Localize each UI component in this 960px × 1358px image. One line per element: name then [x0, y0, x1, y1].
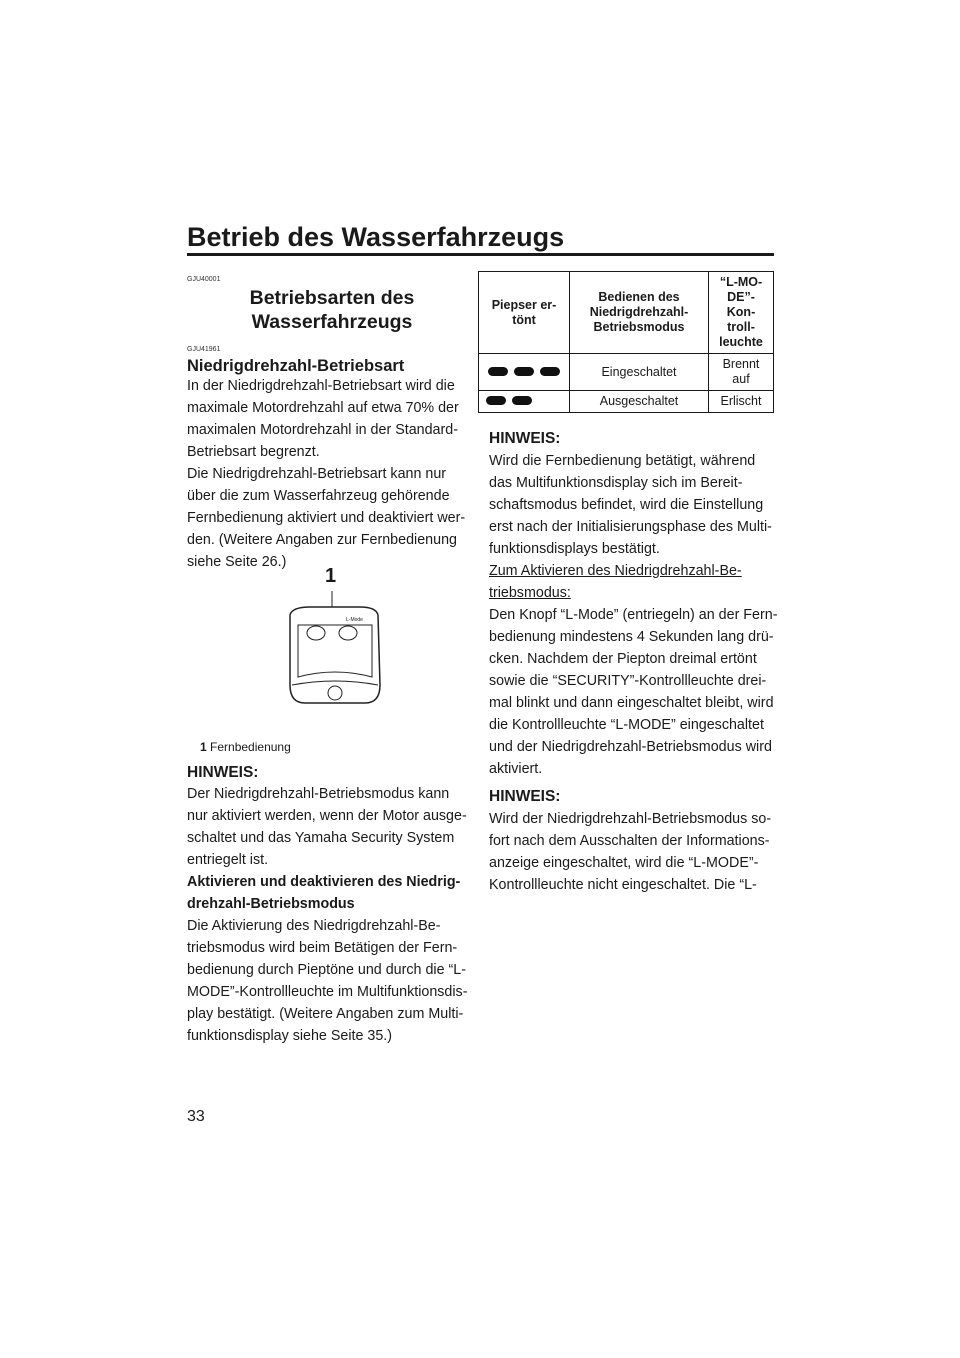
remote-control-figure [280, 565, 390, 715]
subsection-title: Niedrigdrehzahl-Betriebsart [187, 357, 405, 375]
note-heading: HINWEIS: [187, 764, 259, 781]
beep-pattern [479, 354, 570, 391]
text-line: Wird die Fernbedienung betätigt, während [489, 453, 756, 469]
figure-callout: 1 [325, 565, 337, 587]
text-line: schaltet und das Yamaha Security System [187, 830, 455, 846]
text-line: Der Niedrigdrehzahl-Betriebsmodus kann [187, 786, 450, 802]
text-line: Die Niedrigdrehzahl-Betriebsart kann nur [187, 466, 447, 482]
subsection-code: GJU41961 [187, 346, 221, 353]
text-line: funktionsdisplay siehe Seite 35.) [187, 1028, 393, 1044]
table-row [479, 391, 774, 413]
text-line: Aktivieren und deaktivieren des Niedrig- [187, 874, 461, 890]
l-mode-label: L-Mode [346, 617, 363, 623]
mode-cell: Ausgeschaltet [570, 391, 709, 413]
beep-icon [488, 367, 508, 376]
lamp-cell: Erlischt [709, 391, 774, 413]
beep-icon [486, 396, 506, 405]
text-line: über die zum Wasserfahrzeug gehörende [187, 488, 450, 504]
text-line: fort nach dem Ausschalten der Informations- [489, 833, 770, 849]
paragraph [187, 375, 477, 573]
section-code: GJU40001 [187, 276, 221, 283]
text-line: den. (Weitere Angaben zur Fernbedienung [187, 532, 457, 548]
remote-control-icon [280, 585, 390, 710]
text-line: das Multifunktionsdisplay sich im Bereit- [489, 475, 743, 491]
note-heading: HINWEIS: [489, 788, 561, 805]
section-title-line: Wasserfahrzeugs [251, 311, 413, 333]
text-line: erst nach der Initialisierungsphase des Multi- [489, 519, 772, 535]
text-line: triebsmodus wird beim Betätigen der Fern- [187, 940, 458, 956]
table-header: “L-MO- DE”-Kon- troll- leuchte [709, 272, 774, 354]
text-line: siehe Seite 26.) [187, 554, 287, 570]
text-line: Den Knopf “L-Mode” (entriegeln) an der Fern- [489, 607, 778, 623]
text-line: play bestätigt. (Weitere Angaben zum Multi- [187, 1006, 464, 1022]
paragraph [489, 604, 779, 780]
header-rule [187, 253, 774, 256]
note-text [187, 783, 477, 871]
text-line: Zum Aktivieren des Niedrigdrehzahl-Be- [489, 563, 742, 579]
text-line: maximale Motordrehzahl auf etwa 70% der [187, 400, 459, 416]
text-line: anzeige eingeschaltet, wird die “L-MODE”- [489, 855, 759, 871]
text-line: die Kontrollleuchte “L-MODE” eingeschaltet [489, 717, 764, 733]
note-heading: HINWEIS: [489, 430, 561, 447]
beep-pattern [479, 391, 570, 413]
text-line: triebsmodus: [489, 585, 571, 601]
beep-icon [540, 367, 560, 376]
figure-caption [200, 740, 291, 754]
text-line: mal blinkt und dann eingeschaltet bleibt, wird [489, 695, 774, 711]
text-line: MODE”-Kontrollleuchte im Multifunktionsdis- [187, 984, 468, 1000]
beep-table [478, 271, 774, 413]
text-line: bedienung durch Pieptöne und durch die “L- [187, 962, 466, 978]
text-line: bedienung mindestens 4 Sekunden lang drü- [489, 629, 774, 645]
table-header: Piepser er- tönt [479, 272, 570, 354]
bold-heading [187, 871, 477, 915]
text-line: sowie die “SECURITY”-Kontrollleuchte drei- [489, 673, 767, 689]
text-line: nur aktiviert werden, wenn der Motor ausge- [187, 808, 467, 824]
table-row [479, 354, 774, 391]
text-line: Fernbedienung aktiviert und deaktiviert wer- [187, 510, 466, 526]
note-text [489, 450, 779, 560]
text-line: schaftsmodus befindet, wird die Einstellung [489, 497, 764, 513]
text-line: maximalen Motordrehzahl in der Standard- [187, 422, 458, 438]
caption-number: 1 [200, 740, 207, 754]
text-line: cken. Nachdem der Piepton dreimal ertönt [489, 651, 757, 667]
text-line: Betriebsart begrenzt. [187, 444, 320, 460]
table-header: Bedienen des Niedrigdrehzahl- Betriebsmodus [570, 272, 709, 354]
text-line: aktiviert. [489, 761, 543, 777]
text-line: entriegelt ist. [187, 852, 269, 868]
mode-cell: Eingeschaltet [570, 354, 709, 391]
text-line: funktionsdisplays bestätigt. [489, 541, 660, 557]
text-line: In der Niedrigdrehzahl-Betriebsart wird die [187, 378, 455, 394]
text-line: Kontrollleuchte nicht eingeschaltet. Die “L- [489, 877, 757, 893]
section-title [232, 286, 432, 334]
page-number: 33 [187, 1108, 205, 1125]
section-title-line: Betriebsarten des [249, 287, 415, 309]
note-text [489, 808, 779, 896]
text-line: und der Niedrigdrehzahl-Betriebsmodus wird [489, 739, 772, 755]
underlined-heading [489, 560, 779, 604]
beep-icon [512, 396, 532, 405]
text-line: Die Aktivierung des Niedrigdrehzahl-Be- [187, 918, 441, 934]
text-line: drehzahl-Betriebsmodus [187, 896, 355, 912]
lamp-cell: Brennt auf [709, 354, 774, 391]
text-line: Wird der Niedrigdrehzahl-Betriebsmodus so- [489, 811, 772, 827]
caption-text: Fernbedienung [210, 740, 291, 754]
paragraph [187, 915, 477, 1047]
page-header-title: Betrieb des Wasserfahrzeugs [187, 222, 565, 252]
beep-icon [514, 367, 534, 376]
